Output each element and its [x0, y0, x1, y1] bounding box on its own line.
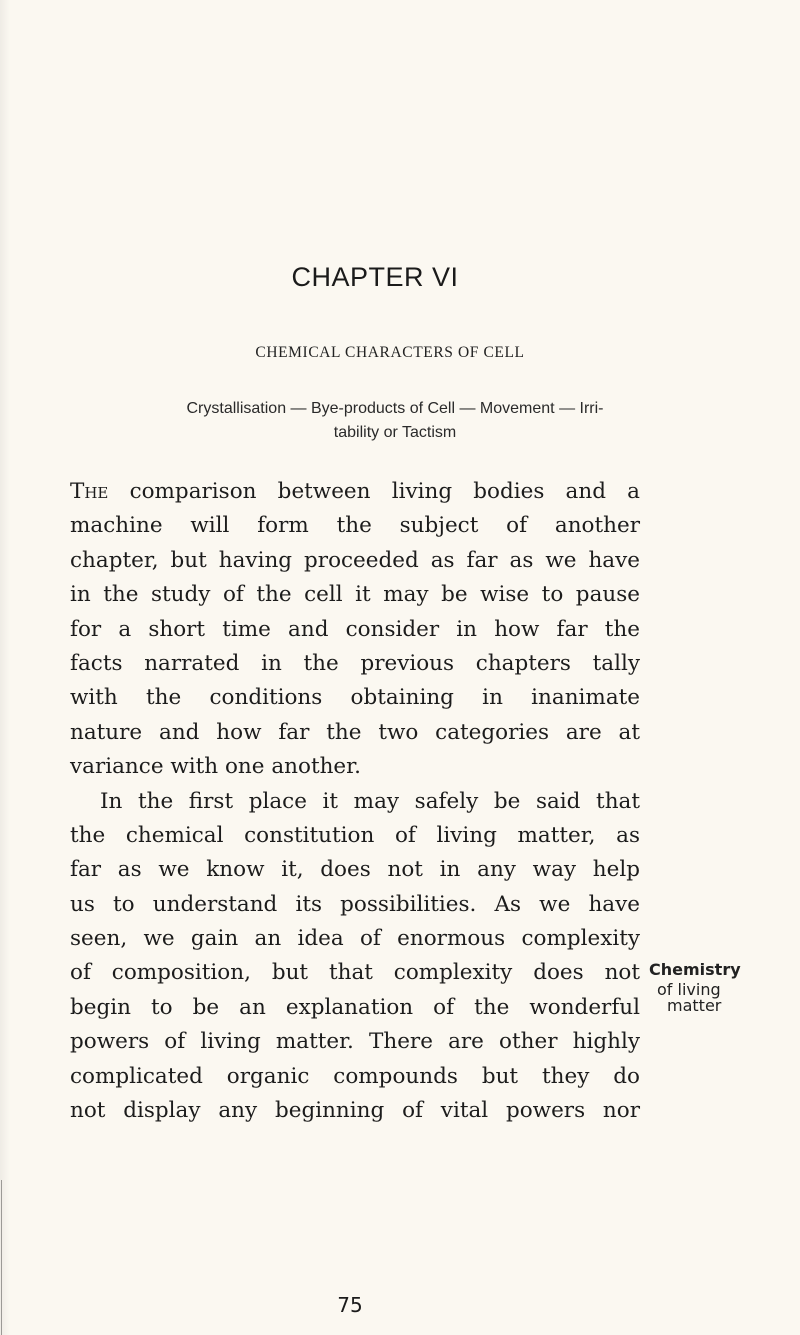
margin-note-line: of living [657, 980, 721, 999]
chapter-subtitle: CHEMICAL CHARACTERS OF CELL [255, 344, 525, 361]
chapter-title: CHAPTER VI [291, 262, 459, 292]
text-line: of composition, but that complexity does not [70, 960, 640, 986]
page-number: 75 [337, 1293, 363, 1317]
text-line: variance with one another. [70, 754, 361, 780]
text-line: powers of living matter. There are other highly [70, 1029, 640, 1055]
margin-note-line: Chemistry [649, 960, 741, 979]
synopsis-line: tability or Tactism [333, 424, 457, 441]
text-line: with the conditions obtaining in inanimate [70, 685, 640, 711]
text-line: The comparison between living bodies and a [70, 479, 640, 504]
text-line: In the first place it may safely be said that [100, 788, 640, 814]
text-line: far as we know it, does not in any way help [70, 857, 640, 883]
body-text [70, 475, 640, 1128]
text-line: facts narrated in the previous chapters tally [70, 650, 640, 676]
text-line: complicated organic compounds but they do [70, 1063, 640, 1089]
text-line: chapter, but having proceeded as far as we have [70, 547, 640, 573]
text-line: the chemical constitution of living matter, as [70, 822, 640, 848]
text-line: seen, we gain an idea of enormous complexity [70, 926, 640, 952]
text-line: not display any beginning of vital powers nor [70, 1098, 640, 1124]
synopsis-line: Crystallisation — Bye-products of Cell — Movement — Irri- [186, 400, 604, 417]
chapter-synopsis [0, 397, 790, 445]
text-line: begin to be an explanation of the wonderful [70, 994, 640, 1020]
text-line: us to understand its possibilities. As we have [70, 891, 640, 917]
text-line: for a short time and consider in how far the [70, 616, 640, 642]
page-edge-shadow [0, 0, 10, 1335]
text-line: nature and how far the two categories are at [70, 719, 640, 745]
margin-note-line: matter [667, 996, 722, 1015]
text-line: in the study of the cell it may be wise to pause [70, 582, 640, 608]
drop-word: The [70, 479, 109, 504]
margin-note [649, 960, 797, 1016]
text-line: machine will form the subject of another [70, 513, 640, 539]
